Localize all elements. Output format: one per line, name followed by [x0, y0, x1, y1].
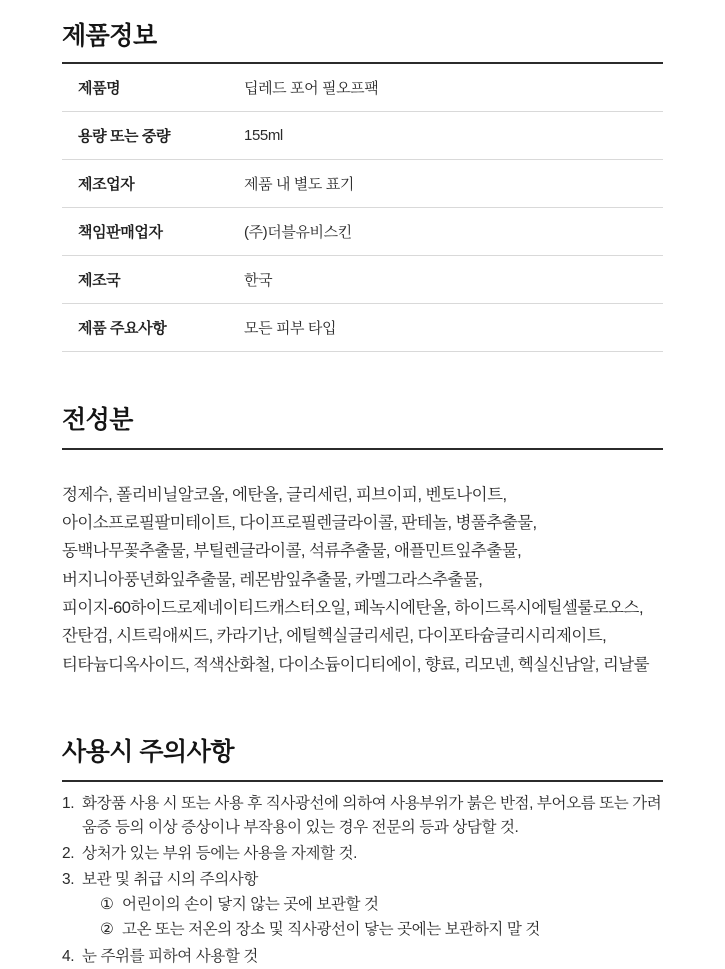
row-label: 제품 주요사항	[78, 320, 167, 337]
list-item	[62, 945, 663, 969]
table-row	[62, 304, 663, 352]
sub-list-item	[100, 893, 663, 917]
list-item-number: 1.	[62, 794, 75, 812]
sub-list-item-marker: ②	[100, 920, 114, 938]
row-label: 제조업자	[78, 176, 135, 193]
table-row	[62, 208, 663, 256]
list-item	[62, 842, 663, 866]
sub-list-item	[100, 918, 663, 942]
sub-list-item-text: 고온 또는 저온의 장소 및 직사광선이 닿는 곳에는 보관하지 말 것	[122, 920, 540, 938]
row-value: (주)더블유비스킨	[244, 224, 352, 241]
row-value: 155ml	[244, 127, 283, 144]
cautions-list	[62, 782, 663, 969]
table-row	[62, 63, 663, 112]
list-item-text: 화장품 사용 시 또는 사용 후 직사광선에 의하여 사용부위가 붉은 반점, 부어오름 또는 가려움증 등의 이상 증상이나 부작용이 있는 경우 전문의 등과 상담할 것.	[82, 794, 662, 836]
cautions-heading: 사용시 주의사항	[62, 737, 234, 766]
list-item-text: 상처가 있는 부위 등에는 사용을 자제할 것.	[82, 844, 358, 862]
row-label: 용량 또는 중량	[78, 128, 171, 145]
row-value: 딥레드 포어 필오프팩	[244, 80, 379, 97]
table-row	[62, 112, 663, 160]
sub-list	[82, 893, 663, 942]
product-info-table-body	[62, 63, 663, 352]
product-info-heading: 제품정보	[62, 22, 157, 50]
table-row	[62, 160, 663, 208]
ingredients-heading: 전성분	[62, 406, 133, 434]
ingredients-text: 정제수, 폴리비닐알코올, 에탄올, 글리세린, 피브이피, 벤토나이트, 아이소프로필팔미테이트, 다이프로필렌글라이콜, 판테놀, 병풀추출물, 동백나무꽃추출물, 부틸렌글라이콜, 석류추출물, 애플민트잎추출물, 버지니아풍년화잎추출물, 레몬밤잎추출물, 카멜그라스추출물, 피이지-60하이드로제네이티드캐스터오일, 페녹시에탄올, 하이드록시에틸셀룰로오스, 잔탄검, 시트릭애씨드, 카라기난, 에틸헥실글리세린, 다이포타슘글리시리제이트, 티타늄디옥사이드, 적색산화철, 다이소듐이디티에이, 향료, 리모넨, 헥실신남알, 리날룰	[62, 485, 650, 674]
table-row	[62, 256, 663, 304]
row-value: 한국	[244, 272, 273, 289]
row-label: 제품명	[78, 80, 121, 97]
ingredients-divider	[62, 448, 663, 450]
sub-list-item-text: 어린이의 손이 닿지 않는 곳에 보관할 것	[122, 895, 379, 913]
list-item-body	[82, 868, 663, 943]
list-item-number: 4.	[62, 947, 75, 965]
product-info-table	[62, 62, 663, 352]
row-label: 제조국	[78, 272, 121, 289]
list-item	[62, 868, 663, 943]
list-item-text: 눈 주위를 피하여 사용할 것	[82, 947, 258, 965]
list-item-number: 2.	[62, 844, 75, 862]
list-item-number: 3.	[62, 870, 75, 888]
row-value: 제품 내 별도 표기	[244, 176, 354, 193]
list-item-text: 보관 및 취급 시의 주의사항	[82, 870, 258, 888]
sub-list-item-marker: ①	[100, 895, 114, 913]
row-label: 책임판매업자	[78, 224, 163, 241]
list-item	[62, 792, 663, 840]
row-value: 모든 피부 타입	[244, 320, 337, 337]
